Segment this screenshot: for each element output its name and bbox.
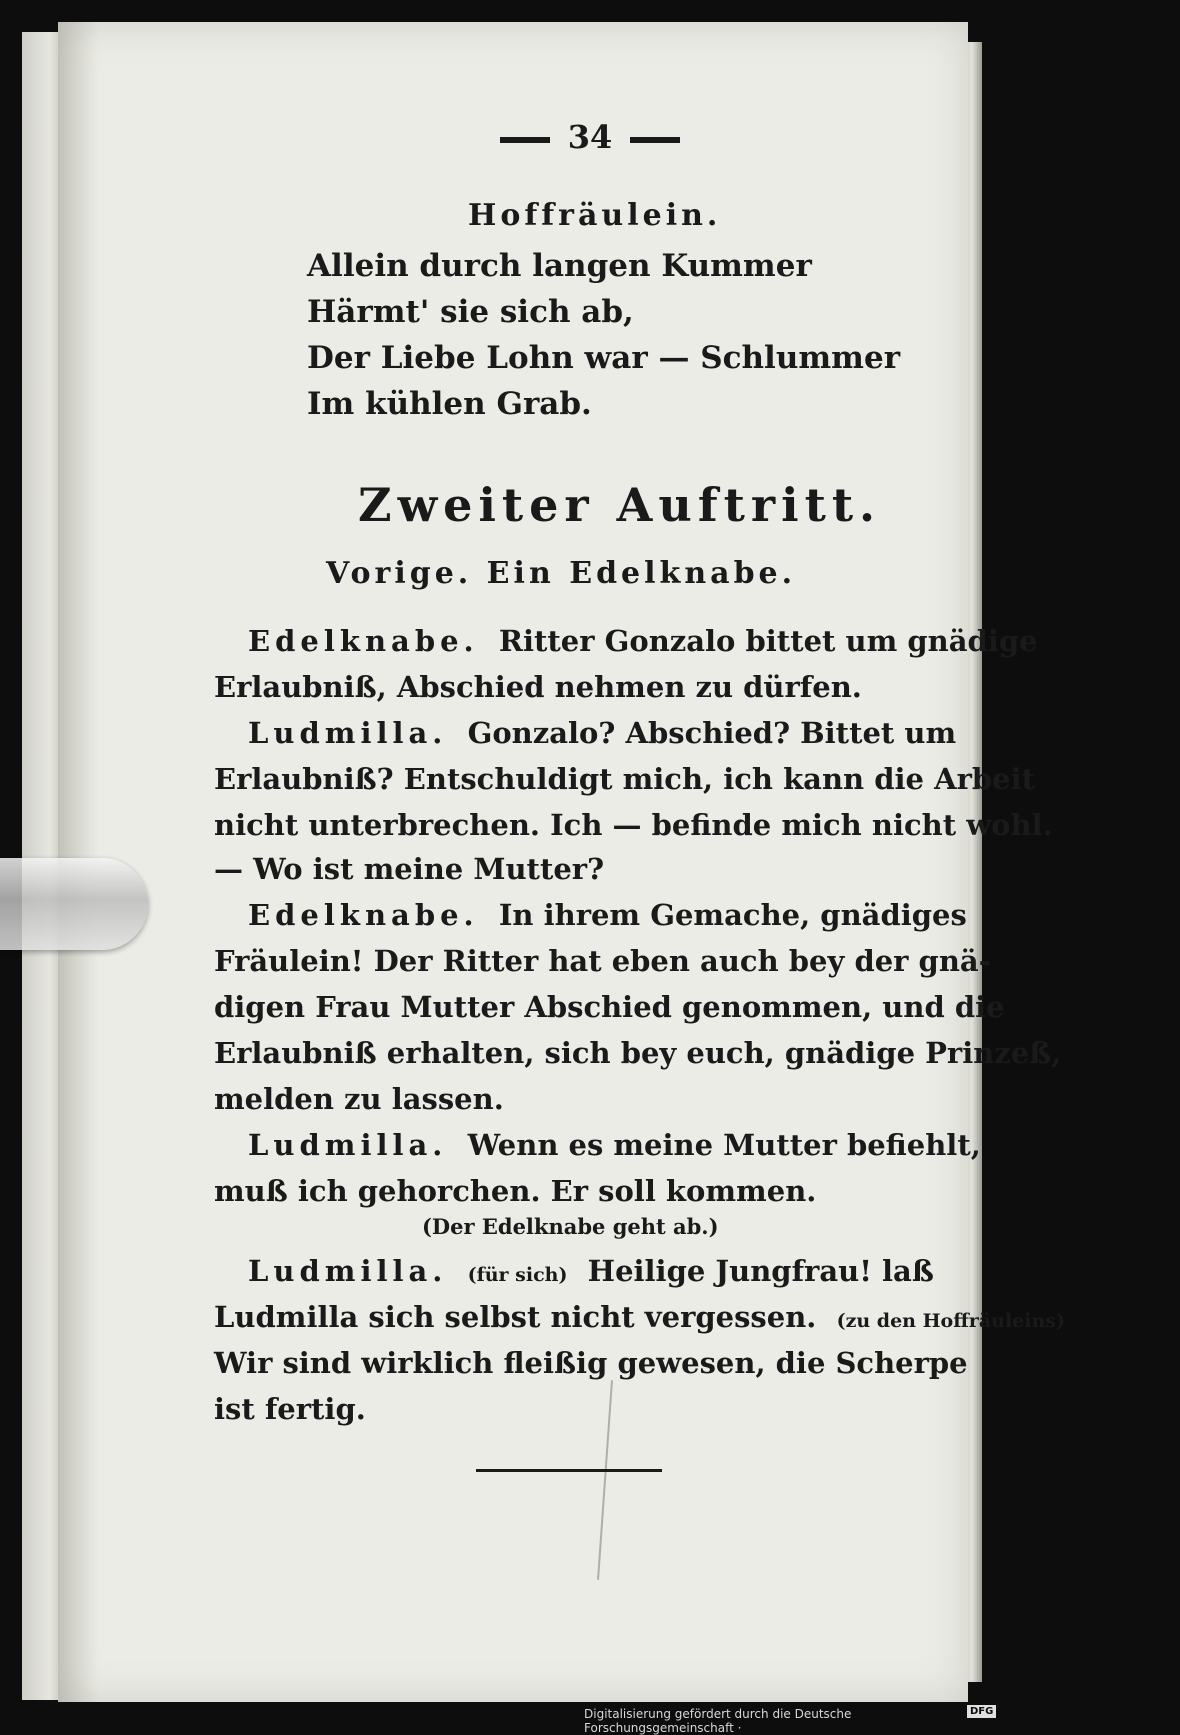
dialogue-line-1 [248, 624, 1038, 658]
verse-line-3: Der Liebe Lohn war — Schlummer [307, 340, 901, 376]
verse-line-4: Im kühlen Grab. [307, 386, 592, 422]
dialogue-line-7 [248, 898, 967, 932]
aside-direction: (für sich) [467, 1264, 568, 1286]
dialogue-line-15 [214, 1300, 1065, 1334]
page-clip [0, 858, 148, 950]
dialogue-line-8: Fräulein! Der Ritter hat eben auch bey der gnä- [214, 944, 991, 978]
dialogue-line-3 [248, 716, 956, 750]
section-rule [476, 1469, 662, 1472]
dialogue-line-16: Wir sind wirklich fleißig gewesen, die Scherpe [214, 1346, 968, 1380]
dialogue-text: Wenn es meine Mutter befiehlt, [467, 1128, 981, 1162]
dfg-logo-badge: DFG [967, 1705, 996, 1718]
verse-line-2: Härmt' sie sich ab, [307, 294, 634, 330]
dialogue-text: Ludmilla sich selbst nicht vergessen. [214, 1300, 817, 1334]
dialogue-line-11: melden zu lassen. [214, 1082, 504, 1116]
digitization-credit: Digitalisierung gefördert durch die Deutsche Forschungsgemeinschaft · [584, 1707, 852, 1735]
dialogue-line-13: muß ich gehorchen. Er soll kommen. [214, 1174, 817, 1208]
verse-line-1: Allein durch langen Kummer [307, 248, 812, 284]
dialogue-line-2: Erlaubniß, Abschied nehmen zu dürfen. [214, 670, 862, 704]
dialogue-line-5: nicht unterbrechen. Ich — befinde mich nicht wohl. [214, 808, 1053, 842]
scene-title: Zweiter Auftritt. [358, 478, 882, 532]
aside-direction: (zu den Hoffräuleins) [836, 1310, 1065, 1332]
dialogue-line-9: digen Frau Mutter Abschied genommen, und die [214, 990, 1005, 1024]
dialogue-line-10: Erlaubniß erhalten, sich bey euch, gnädige Prinzeß, [214, 1036, 1062, 1070]
dialogue-text: Ritter Gonzalo bittet um gnädige [498, 624, 1038, 658]
dialogue-text: Gonzalo? Abschied? Bittet um [467, 716, 957, 750]
stage-direction: (Der Edelknabe geht ab.) [422, 1214, 719, 1239]
page-number-dash-right [630, 137, 680, 143]
speaker-hoffraeulein: Hoffräulein. [468, 198, 722, 233]
cast-list: Vorige. Ein Edelknabe. [326, 556, 797, 591]
page-number [0, 118, 1180, 156]
dialogue-line-4: Erlaubniß? Entschuldigt mich, ich kann die Arbeit [214, 762, 1035, 796]
dialogue-line-14 [248, 1254, 934, 1288]
dialogue-line-6: — Wo ist meine Mutter? [214, 852, 605, 886]
dialogue-line-12 [248, 1128, 981, 1162]
speaker-name: Ludmilla. [248, 1128, 448, 1162]
page-number-value: 34 [567, 118, 613, 156]
dialogue-text: Heilige Jungfrau! laß [587, 1254, 934, 1288]
dialogue-text: In ihrem Gemache, gnädiges [498, 898, 967, 932]
page-number-dash-left [500, 137, 550, 143]
speaker-name: Edelknabe. [248, 898, 479, 932]
speaker-name: Ludmilla. [248, 1254, 448, 1288]
speaker-name: Edelknabe. [248, 624, 479, 658]
speaker-name: Ludmilla. [248, 716, 448, 750]
dialogue-line-17: ist fertig. [214, 1392, 366, 1426]
